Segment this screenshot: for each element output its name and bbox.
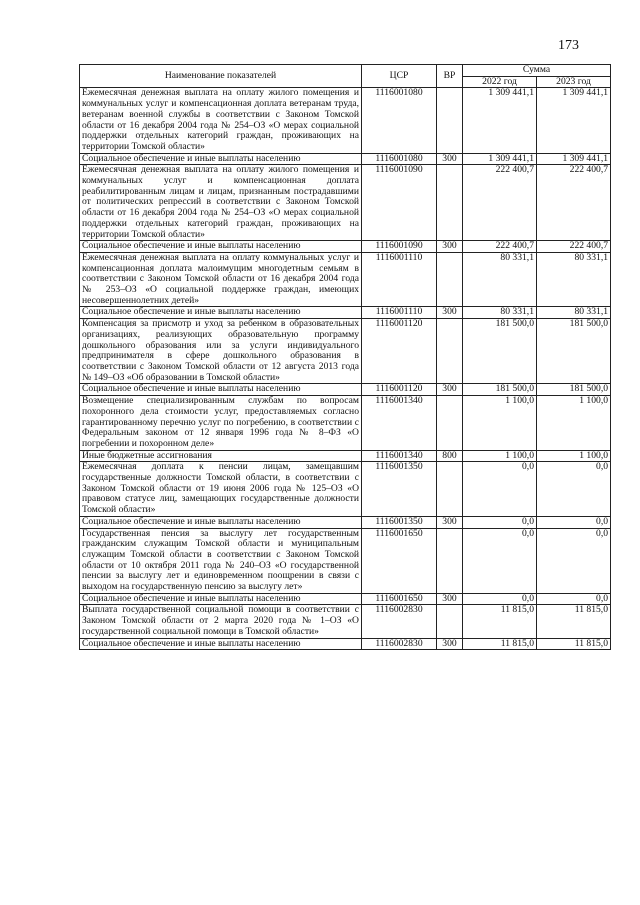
row-2023-cell: 0,0	[537, 528, 611, 593]
row-2023-cell: 0,0	[537, 593, 611, 605]
row-2022-cell: 181 500,0	[463, 384, 537, 396]
row-csr-cell: 1116001110	[362, 252, 437, 307]
row-2023-cell: 222 400,7	[537, 165, 611, 241]
row-vr-cell: 300	[437, 307, 463, 319]
table-subrow	[80, 593, 611, 605]
header-vr: ВР	[437, 65, 463, 88]
row-name-cell: Социальное обеспечение и иные выплаты населению	[80, 516, 362, 528]
row-name-cell: Государственная пенсия за выслугу лет государственным гражданским служащим Томской области и муниципальным служащим Томской области в соответствии с Законом Томской области от 10 октября 2011 года № 240–ОЗ «О государственной пенсии за выслугу лет и единовременном поощрении в связи с выходом на государственную пенсию за выслугу лет»	[80, 528, 362, 593]
row-name-cell: Ежемесячная денежная выплата на оплату коммунальных услуг и компенсационная доплата малоимущим многодетным семьям в соответствии с Законом Томской области от 16 декабря 2004 года № 253–ОЗ «О социальной поддержке граждан, имеющих несовершеннолетних детей»	[80, 252, 362, 307]
row-csr-cell: 1116001650	[362, 593, 437, 605]
row-2023-cell: 181 500,0	[537, 319, 611, 384]
row-name-cell: Социальное обеспечение и иные выплаты населению	[80, 153, 362, 165]
row-csr-cell: 1116001650	[362, 528, 437, 593]
row-2023-cell: 0,0	[537, 516, 611, 528]
row-name-cell: Выплата государственной социальной помощи в соответствии с Законом Томской области от 2 марта 2020 года № 1–ОЗ «О государственной социальной помощи в Томской области»	[80, 605, 362, 638]
row-vr-cell: 300	[437, 593, 463, 605]
row-csr-cell: 1116001080	[362, 153, 437, 165]
row-csr-cell: 1116001090	[362, 241, 437, 253]
row-name-cell: Социальное обеспечение и иные выплаты населению	[80, 307, 362, 319]
row-csr-cell: 1116001080	[362, 88, 437, 153]
row-2022-cell: 1 100,0	[463, 450, 537, 462]
table-row	[80, 528, 611, 593]
row-2022-cell: 0,0	[463, 462, 537, 517]
row-2023-cell: 1 309 441,1	[537, 153, 611, 165]
row-name-cell: Ежемесячная доплата к пенсии лицам, замещавшим государственные должности Томской области, в соответствии с Законом Томской области от 19 июня 2006 года № 125–ОЗ «О правовом статусе лиц, замещающих государственные должности Томской области»	[80, 462, 362, 517]
table-row	[80, 396, 611, 451]
row-vr-cell: 300	[437, 516, 463, 528]
row-2022-cell: 1 309 441,1	[463, 88, 537, 153]
header-year-2023: 2023 год	[537, 76, 611, 88]
row-name-cell: Социальное обеспечение и иные выплаты населению	[80, 593, 362, 605]
row-name-cell: Социальное обеспечение и иные выплаты населению	[80, 241, 362, 253]
row-csr-cell: 1116001350	[362, 516, 437, 528]
row-name-cell: Социальное обеспечение и иные выплаты населению	[80, 384, 362, 396]
row-csr-cell: 1116002830	[362, 638, 437, 650]
row-vr-cell: 300	[437, 153, 463, 165]
row-vr-cell	[437, 396, 463, 451]
row-csr-cell: 1116001350	[362, 462, 437, 517]
row-2022-cell: 1 100,0	[463, 396, 537, 451]
row-name-cell: Ежемесячная денежная выплата на оплату жилого помещения и коммунальных услуг и компенсационная доплата реабилитированным лицам и лицам, признанным пострадавшими от политических репрессий в соответствии с Законом Томской области от 16 декабря 2004 года № 254–ОЗ «О мерах социальной поддержки отдельных категорий граждан, проживающих на территории Томской области»	[80, 165, 362, 241]
row-vr-cell	[437, 252, 463, 307]
row-2023-cell: 181 500,0	[537, 384, 611, 396]
table-row	[80, 88, 611, 153]
header-csr: ЦСР	[362, 65, 437, 88]
table-subrow	[80, 241, 611, 253]
row-2023-cell: 1 100,0	[537, 396, 611, 451]
row-name-cell: Компенсация за присмотр и уход за ребенком в образовательных организациях, реализующих образовательную программу дошкольного образования или за услуги индивидуального предпринимателя в сфере дошкольного образования в соответствии с Законом Томской области от 12 августа 2013 года № 149–ОЗ «Об образовании в Томской области»	[80, 319, 362, 384]
row-2023-cell: 80 331,1	[537, 307, 611, 319]
row-vr-cell	[437, 462, 463, 517]
row-vr-cell	[437, 528, 463, 593]
table-subrow	[80, 153, 611, 165]
row-2022-cell: 222 400,7	[463, 241, 537, 253]
table-body	[80, 88, 611, 650]
row-vr-cell	[437, 88, 463, 153]
row-2022-cell: 222 400,7	[463, 165, 537, 241]
row-2023-cell: 11 815,0	[537, 638, 611, 650]
page-number: 173	[558, 38, 579, 53]
table-row	[80, 462, 611, 517]
row-2022-cell: 181 500,0	[463, 319, 537, 384]
row-csr-cell: 1116001340	[362, 450, 437, 462]
row-2023-cell: 1 100,0	[537, 450, 611, 462]
header-year-2022: 2022 год	[463, 76, 537, 88]
row-2023-cell: 222 400,7	[537, 241, 611, 253]
table-subrow	[80, 516, 611, 528]
row-2022-cell: 80 331,1	[463, 307, 537, 319]
row-2022-cell: 0,0	[463, 528, 537, 593]
row-2022-cell: 0,0	[463, 593, 537, 605]
header-sum: Сумма	[463, 65, 611, 77]
row-name-cell: Социальное обеспечение и иные выплаты населению	[80, 638, 362, 650]
row-2022-cell: 11 815,0	[463, 605, 537, 638]
row-2022-cell: 11 815,0	[463, 638, 537, 650]
row-csr-cell: 1116001120	[362, 319, 437, 384]
row-vr-cell	[437, 605, 463, 638]
row-2022-cell: 1 309 441,1	[463, 153, 537, 165]
row-csr-cell: 1116001110	[362, 307, 437, 319]
table-header-row	[80, 65, 611, 77]
header-name: Наименование показателей	[80, 65, 362, 88]
row-name-cell: Ежемесячная денежная выплата на оплату жилого помещения и коммунальных услуг и компенсационная доплата ветеранам труда, ветеранам военной службы в соответствии с Законом Томской области от 16 декабря 2004 года № 254–ОЗ «О мерах социальной поддержки отдельных категорий граждан, проживающих на территории Томской области»	[80, 88, 362, 153]
row-2022-cell: 0,0	[463, 516, 537, 528]
table-row	[80, 319, 611, 384]
row-csr-cell: 1116001340	[362, 396, 437, 451]
table-row	[80, 252, 611, 307]
row-vr-cell: 800	[437, 450, 463, 462]
row-name-cell: Возмещение специализированным службам по вопросам похоронного дела стоимости услуг, предоставляемых согласно гарантированному перечню услуг по погребению, в соответствии с Федеральным законом от 12 января 1996 года № 8–ФЗ «О погребении и похоронном деле»	[80, 396, 362, 451]
row-vr-cell: 300	[437, 638, 463, 650]
row-name-cell: Иные бюджетные ассигнования	[80, 450, 362, 462]
row-vr-cell: 300	[437, 241, 463, 253]
row-2023-cell: 80 331,1	[537, 252, 611, 307]
row-2022-cell: 80 331,1	[463, 252, 537, 307]
row-2023-cell: 1 309 441,1	[537, 88, 611, 153]
table-subrow	[80, 638, 611, 650]
row-csr-cell: 1116001120	[362, 384, 437, 396]
table-subrow	[80, 450, 611, 462]
row-2023-cell: 11 815,0	[537, 605, 611, 638]
row-csr-cell: 1116002830	[362, 605, 437, 638]
row-vr-cell	[437, 165, 463, 241]
table-subrow	[80, 307, 611, 319]
row-2023-cell: 0,0	[537, 462, 611, 517]
budget-table	[79, 64, 611, 650]
table-row	[80, 165, 611, 241]
row-vr-cell: 300	[437, 384, 463, 396]
row-csr-cell: 1116001090	[362, 165, 437, 241]
row-vr-cell	[437, 319, 463, 384]
table-subrow	[80, 384, 611, 396]
table-row	[80, 605, 611, 638]
